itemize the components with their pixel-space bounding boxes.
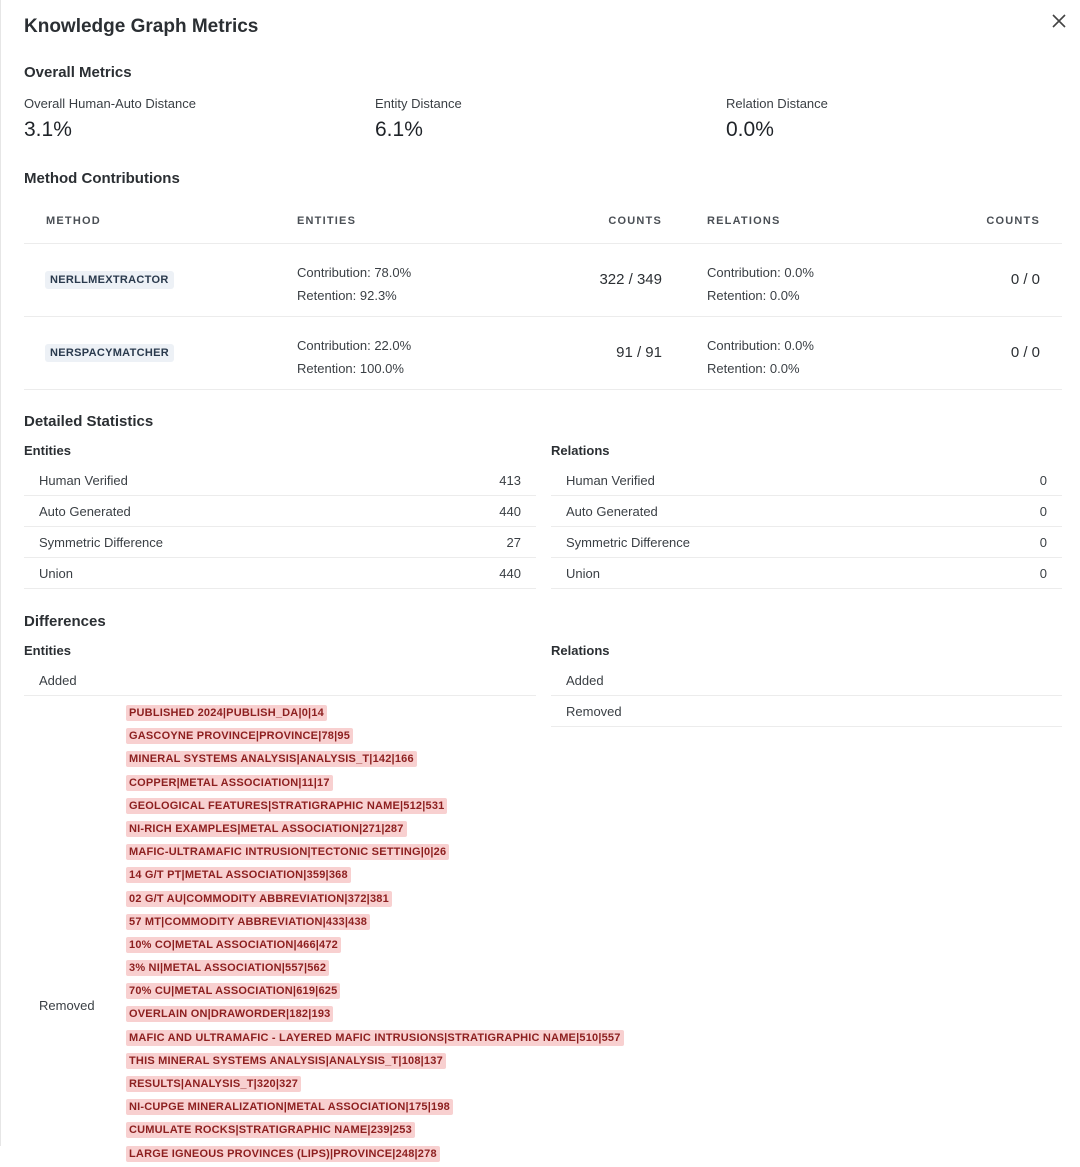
differences-heading: Differences — [24, 613, 106, 630]
stat-key: Human Verified — [566, 473, 655, 488]
removed-entity-tag: PUBLISHED 2024|PUBLISH_DA|0|14 — [126, 705, 327, 721]
list-item — [126, 1120, 624, 1138]
entity-retention: Retention: 92.3% — [297, 288, 397, 303]
stat-value: 0 — [1039, 535, 1047, 550]
removed-entity-tag: THIS MINERAL SYSTEMS ANALYSIS|ANALYSIS_T|108|137 — [126, 1053, 446, 1069]
stat-value: 413 — [499, 473, 521, 488]
metric-relation — [726, 96, 828, 142]
removed-entity-tag: OVERLAIN ON|DRAWORDER|182|193 — [126, 1006, 333, 1022]
removed-entity-tag: 3% NI|METAL ASSOCIATION|557|562 — [126, 960, 329, 976]
table-header — [24, 198, 1062, 244]
removed-entity-tag: 10% CO|METAL ASSOCIATION|466|472 — [126, 937, 341, 953]
removed-entity-tag: MINERAL SYSTEMS ANALYSIS|ANALYSIS_T|142|166 — [126, 751, 417, 767]
removed-entity-tag: RESULTS|ANALYSIS_T|320|327 — [126, 1076, 301, 1092]
added-label: Added — [566, 673, 604, 688]
removed-entity-tag: 02 G/T AU|COMMODITY ABBREVIATION|372|381 — [126, 891, 392, 907]
method-table — [24, 198, 1062, 390]
list-item — [126, 1097, 624, 1115]
stat-value: 0 — [1039, 504, 1047, 519]
entity-counts: 91 / 91 — [616, 344, 662, 361]
added-label: Added — [39, 673, 77, 688]
stat-key: Symmetric Difference — [39, 535, 164, 550]
list-item — [551, 465, 1062, 496]
relation-stats-list — [551, 465, 1062, 589]
list-item — [126, 749, 624, 767]
entities-diff-label: Entities — [24, 643, 71, 658]
removed-entities-list — [126, 703, 624, 1167]
metric-label: Relation Distance — [726, 96, 828, 111]
entity-contribution: Contribution: 78.0% — [297, 265, 412, 280]
relations-stats-label: Relations — [551, 443, 610, 458]
method-badge: NERSPACYMATCHER — [45, 344, 174, 362]
relation-counts: 0 / 0 — [1010, 271, 1040, 288]
list-item — [126, 1144, 624, 1162]
entity-stats — [297, 261, 411, 307]
entity-contribution: Contribution: 22.0% — [297, 338, 412, 353]
list-item — [24, 558, 536, 589]
stat-key: Auto Generated — [566, 504, 658, 519]
list-item — [24, 496, 536, 527]
metric-label: Entity Distance — [375, 96, 462, 111]
removed-entity-tag: COPPER|METAL ASSOCIATION|11|17 — [126, 775, 333, 791]
removed-entity-tag: GASCOYNE PROVINCE|PROVINCE|78|95 — [126, 728, 353, 744]
stat-value: 440 — [499, 566, 521, 581]
removed-entity-tag: 70% CU|METAL ASSOCIATION|619|625 — [126, 983, 340, 999]
list-item — [126, 889, 624, 907]
list-item — [126, 819, 624, 837]
relation-stats — [707, 334, 814, 380]
stat-key: Symmetric Difference — [566, 535, 691, 550]
metric-value: 3.1% — [24, 118, 72, 141]
stat-value: 27 — [506, 535, 521, 550]
entities-added-row — [24, 665, 536, 696]
list-item — [551, 496, 1062, 527]
relation-retention: Retention: 0.0% — [707, 288, 800, 303]
list-item — [126, 865, 624, 883]
list-item — [126, 1028, 624, 1046]
removed-label: Removed — [566, 704, 622, 719]
detailed-statistics-heading: Detailed Statistics — [24, 413, 154, 430]
removed-entity-tag: GEOLOGICAL FEATURES|STRATIGRAPHIC NAME|512|531 — [126, 798, 447, 814]
relations-removed-row — [551, 696, 1062, 727]
method-badge: NERLLMEXTRACTOR — [45, 271, 174, 289]
list-item — [126, 703, 624, 721]
entity-stats-list — [24, 465, 536, 589]
list-item — [126, 912, 624, 930]
removed-entity-tag: 14 G/T PT|METAL ASSOCIATION|359|368 — [126, 867, 351, 883]
entity-retention: Retention: 100.0% — [297, 361, 404, 376]
relation-retention: Retention: 0.0% — [707, 361, 800, 376]
metric-label: Overall Human-Auto Distance — [24, 96, 196, 111]
col-entities: ENTITIES — [297, 215, 357, 227]
metric-entity — [375, 96, 462, 142]
method-contributions-heading: Method Contributions — [24, 170, 180, 187]
table-row — [24, 244, 1062, 317]
entity-stats — [297, 334, 411, 380]
list-item — [126, 1074, 624, 1092]
metric-value: 6.1% — [375, 118, 423, 141]
entities-stats-label: Entities — [24, 443, 71, 458]
metric-value: 0.0% — [726, 118, 774, 141]
list-item — [126, 1004, 624, 1022]
list-item — [24, 527, 536, 558]
table-row — [24, 317, 1062, 390]
entity-counts: 322 / 349 — [599, 271, 662, 288]
list-item — [24, 465, 536, 496]
stat-key: Union — [566, 566, 600, 581]
relations-added-row — [551, 665, 1062, 696]
list-item — [126, 726, 624, 744]
list-item — [126, 958, 624, 976]
removed-entity-tag: CUMULATE ROCKS|STRATIGRAPHIC NAME|239|253 — [126, 1122, 415, 1138]
removed-entity-tag: NI-CUPGE MINERALIZATION|METAL ASSOCIATION|175|198 — [126, 1099, 453, 1115]
removed-entity-tag: 57 MT|COMMODITY ABBREVIATION|433|438 — [126, 914, 370, 930]
list-item — [126, 1051, 624, 1069]
relation-counts: 0 / 0 — [1010, 344, 1040, 361]
stat-value: 0 — [1039, 566, 1047, 581]
stat-key: Human Verified — [39, 473, 128, 488]
list-item — [551, 558, 1062, 589]
relation-contribution: Contribution: 0.0% — [707, 338, 814, 353]
overall-metrics-heading: Overall Metrics — [24, 64, 132, 81]
relations-diff-label: Relations — [551, 643, 610, 658]
col-relation-counts: COUNTS — [986, 215, 1040, 227]
list-item — [126, 773, 624, 791]
list-item — [126, 935, 624, 953]
relation-contribution: Contribution: 0.0% — [707, 265, 814, 280]
removed-entity-tag: NI-RICH EXAMPLES|METAL ASSOCIATION|271|287 — [126, 821, 407, 837]
modal-title: Knowledge Graph Metrics — [24, 16, 259, 37]
stat-value: 440 — [499, 504, 521, 519]
stat-key: Union — [39, 566, 73, 581]
relation-stats — [707, 261, 814, 307]
close-icon[interactable] — [1047, 9, 1071, 33]
col-entity-counts: COUNTS — [608, 215, 662, 227]
col-method: METHOD — [46, 215, 101, 227]
list-item — [126, 842, 624, 860]
col-relations: RELATIONS — [707, 215, 781, 227]
entities-removed-label: Removed — [39, 998, 95, 1013]
list-item — [551, 527, 1062, 558]
stat-value: 0 — [1039, 473, 1047, 488]
removed-entity-tag: LARGE IGNEOUS PROVINCES (LIPS)|PROVINCE|248|278 — [126, 1146, 440, 1162]
removed-entity-tag: MAFIC AND ULTRAMAFIC - LAYERED MAFIC INTRUSIONS|STRATIGRAPHIC NAME|510|557 — [126, 1030, 624, 1046]
list-item — [126, 796, 624, 814]
stat-key: Auto Generated — [39, 504, 131, 519]
removed-entity-tag: MAFIC-ULTRAMAFIC INTRUSION|TECTONIC SETTING|0|26 — [126, 844, 449, 860]
list-item — [126, 981, 624, 999]
metric-overall — [24, 96, 196, 142]
